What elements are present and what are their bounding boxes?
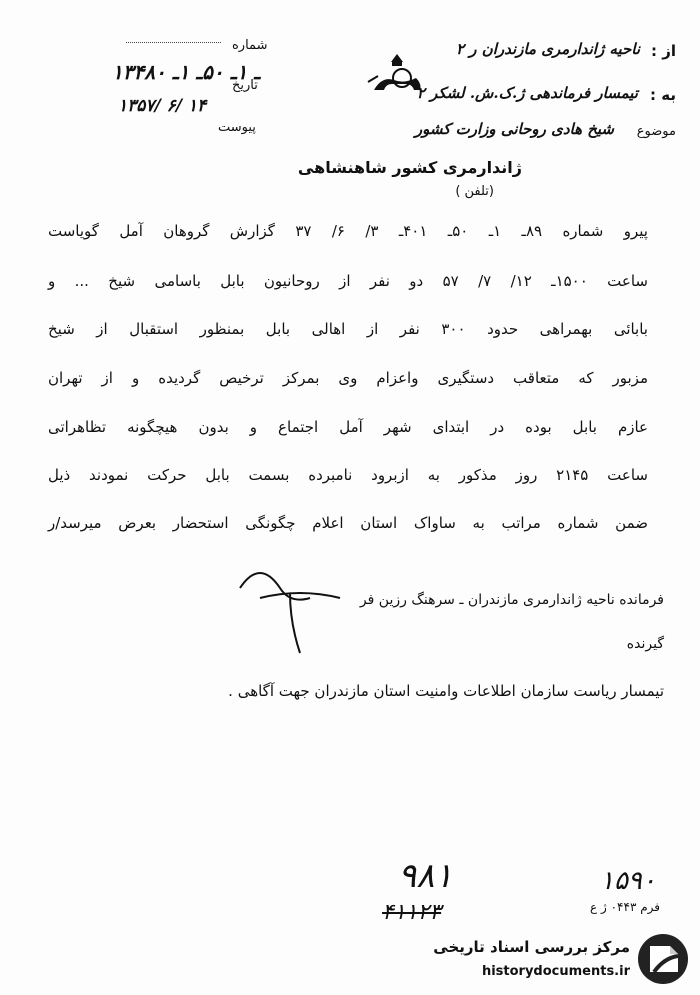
body-line-6: ساعت ۲۱۴۵ روز مذکور به ازبرود نامبرده بسمت بابل حرکت نمودند ذیل: [48, 466, 648, 484]
handwritten-number: ۹۸۱: [398, 856, 453, 896]
watermark-title: مرکز بررسی اسناد تاریخی: [433, 938, 630, 956]
number-value: ۱۳۴ـ ۱ـ ۵۰ـ ۱ـ ۸۰: [112, 60, 261, 84]
body-line-1: پیرو شماره ۸۹ـ ۱ـ ۵۰ـ ۴۰۱ـ ۳/ ۶/ ۳۷ گزارش گروهان آمل گویاست: [48, 222, 648, 240]
archive-logo-icon: [636, 932, 690, 986]
body-line-2: ساعت ۱۵۰۰ـ ۱۲/ ۷/ ۵۷ دو نفر از روحانیون بابل باسامی شیخ ... و: [48, 272, 648, 290]
subject-value: شیخ هادی روحانی وزارت کشور: [414, 120, 614, 138]
crossed-number: ۴۱۱۲۳: [382, 900, 442, 925]
date-label: تاریخ: [232, 78, 258, 93]
watermark-url: historydocuments.ir: [481, 964, 630, 979]
subject-label: موضوع: [636, 124, 676, 139]
to-value: تیمسار فرماندهی ژ.ک.ش. لشکر ۲: [416, 84, 638, 102]
body-line-3: بابائی بهمراهی حدود ۳۰۰ نفر از اهالی بابل بمنظور استقبال از شیخ: [48, 320, 648, 338]
body-line-7: ضمن شماره مراتب به ساواک استان اعلام چگونگی استحضار بعرض میرسد/ر: [48, 514, 648, 532]
from-value: ناحیه ژاندارمری مازندران ر ۲: [455, 40, 640, 58]
date-value: ۱۳۵۷/ ۶/ ۱۴: [118, 96, 207, 116]
form-code: فرم ۰۴۴۳ ژ ع: [590, 900, 660, 914]
recipients-line: تیمسار ریاست سازمان اطلاعات وامنیت استان مازندران جهت آگاهی .: [228, 682, 664, 700]
handwritten-file-number: ۱۵۹۰: [600, 866, 656, 896]
number-label: شماره: [232, 38, 268, 53]
phone-line: (تلفن ): [455, 184, 494, 199]
signature-line: فرمانده ناحیه ژاندارمری مازندران ـ سرهنگ رزین فر: [359, 592, 664, 608]
body-line-5: عازم بابل بوده در ابتدای شهر آمل اجتماع و بدون هیچگونه تظاهراتی: [48, 418, 648, 436]
number-dots: [126, 42, 221, 43]
to-label: به :: [650, 86, 676, 104]
from-label: از :: [651, 42, 676, 60]
watermark-logo: [424, 930, 694, 990]
attachment-label: پیوست: [218, 120, 256, 135]
handwritten-signature: [230, 548, 350, 658]
recipients-label: گیرنده: [626, 636, 664, 652]
body-line-4: مزبور که متعاقب دستگیری واعزام وی بمرکز ترخیص گردیده و از تهران: [48, 369, 648, 387]
organization-name: ژاندارمری کشور شاهنشاهی: [297, 158, 522, 177]
